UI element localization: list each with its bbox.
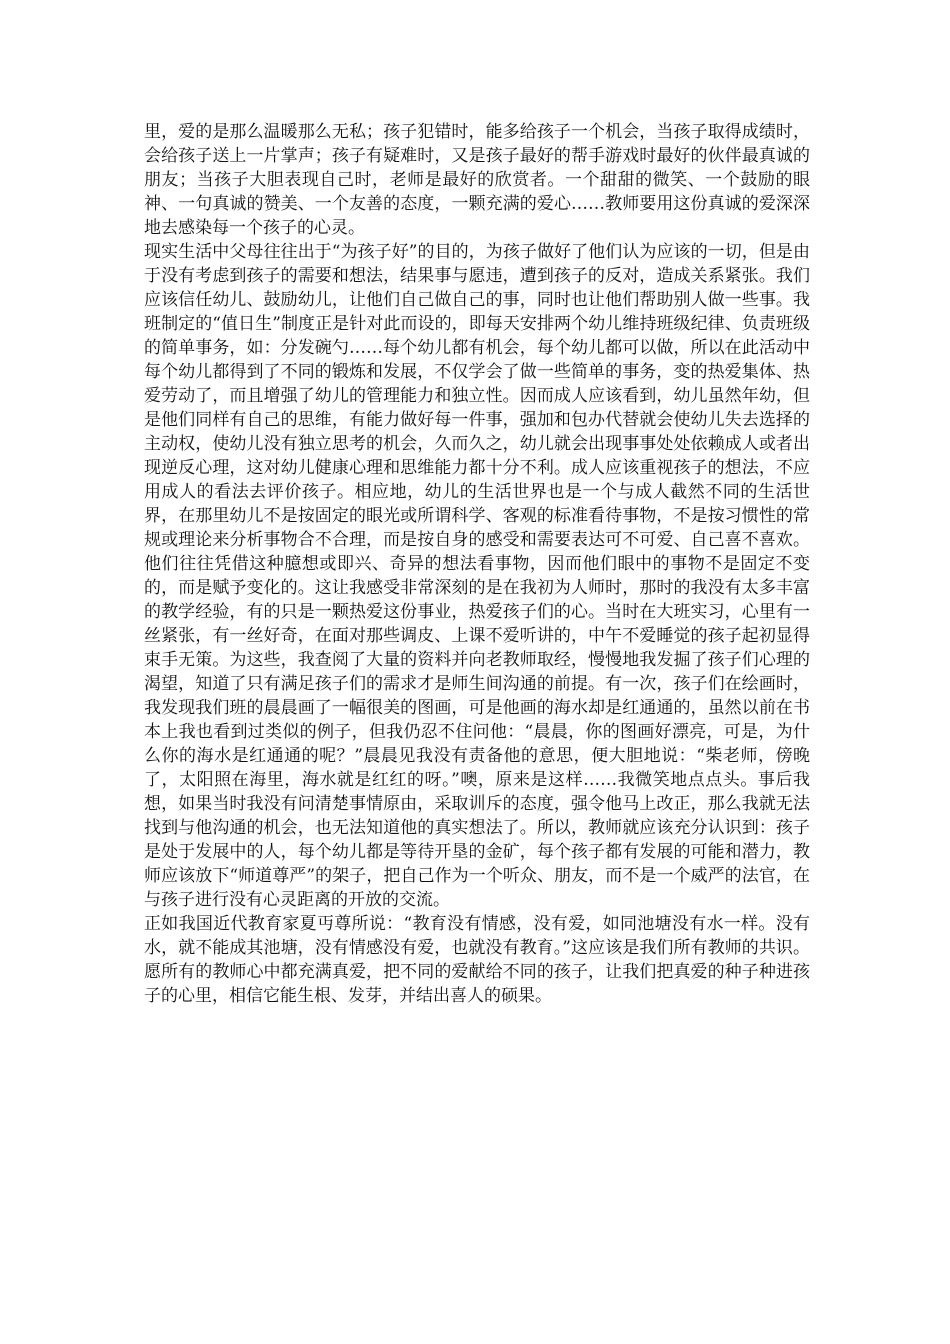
document-body <box>144 120 810 1008</box>
paragraph-1: 里，爱的是那么温暖那么无私；孩子犯错时，能多给孩子一个机会，当孩子取得成绩时，会给孩子送上一片掌声；孩子有疑难时，又是孩子最好的帮手游戏时最好的伙伴最真诚的朋友；当孩子大胆表现自己时，老师是最好的欣赏者。一个甜甜的微笑、一个鼓励的眼神、一句真诚的赞美、一个友善的态度，一颗充满的爱心……教师要用这份真诚的爱深深地去感染每一个孩子的心灵。 <box>144 122 810 238</box>
paragraph-3: 正如我国近代教育家夏丏尊所说：“教育没有情感，没有爱，如同池塘没有水一样。没有水，就不能成其池塘，没有情感没有爱，也就没有教育。”这应该是我们所有教师的共识。愿所有的教师心中都充满真爱，把不同的爱献给不同的孩子，让我们把真爱的种子种进孩子的心里，相信它能生根、发芽，并结出喜人的硕果。 <box>144 914 810 1006</box>
paragraph-2: 现实生活中父母往往出于“为孩子好”的目的，为孩子做好了他们认为应该的一切，但是由于没有考虑到孩子的需要和想法，结果事与愿违，遭到孩子的反对，造成关系紧张。我们应该信任幼儿、鼓励幼儿，让他们自己做自己的事，同时也让他们帮助别人做一些事。我班制定的“值日生”制度正是针对此而设的，即每天安排两个幼儿维持班级纪律、负责班级的简单事务，如：分发碗勺……每个幼儿都有机会，每个幼儿都可以做，所以在此活动中每个幼儿都得到了不同的锻炼和发展，不仅学会了做一些简单的事务，变的热爱集体、热爱劳动了，而且增强了幼儿的管理能力和独立性。因而成人应该看到，幼儿虽然年幼，但是他们同样有自己的思维，有能力做好每一件事，强加和包办代替就会使幼儿失去选择的主动权，使幼儿没有独立思考的机会，久而久之，幼儿就会出现事事处处依赖成人或者出现逆反心理，这对幼儿健康心理和思维能力都十分不利。成人应该重视孩子的想法，不应用成人的看法去评价孩子。相应地，幼儿的生活世界也是一个与成人截然不同的生活世界，在那里幼儿不是按固定的眼光或所谓科学、客观的标准看待事物，不是按习惯性的常规或理论来分析事物合不合理，而是按自身的感受和需要表达可不可爱、自己喜不喜欢。他们往往凭借这种臆想或即兴、奇异的想法看事物，因而他们眼中的事物不是固定不变的，而是赋予变化的。这让我感受非常深刻的是在我初为人师时，那时的我没有太多丰富的教学经验，有的只是一颗热爱这份事业，热爱孩子们的心。当时在大班实习，心里有一丝紧张，有一丝好奇，在面对那些调皮、上课不爱听讲的，中午不爱睡觉的孩子起初显得束手无策。为这些，我查阅了大量的资料并向老教师取经，慢慢地我发掘了孩子们心理的渴望，知道了只有满足孩子们的需求才是师生间沟通的前提。有一次，孩子们在绘画时，我发现我们班的晨晨画了一幅很美的图画，可是他画的海水却是红通通的，虽然以前在书本上我也看到过类似的例子，但我仍忍不住问他：“晨晨，你的图画好漂亮，可是，为什么你的海水是红通通的呢？”晨晨见我没有责备他的意思，便大胆地说：“柴老师，傍晚了，太阳照在海里，海水就是红红的呀。”噢，原来是这样……我微笑地点点头。事后我想，如果当时我没有问清楚事情原由，采取训斥的态度，强令他马上改正，那么我就无法找到与他沟通的机会，也无法知道他的真实想法了。所以，教师就应该充分认识到：孩子是处于发展中的人，每个幼儿都是等待开垦的金矿，每个孩子都有发展的可能和潜力，教师应该放下“师道尊严”的架子，把自己作为一个听众、朋友，而不是一个威严的法官，在与孩子进行没有心灵距离的开放的交流。 <box>144 242 810 910</box>
